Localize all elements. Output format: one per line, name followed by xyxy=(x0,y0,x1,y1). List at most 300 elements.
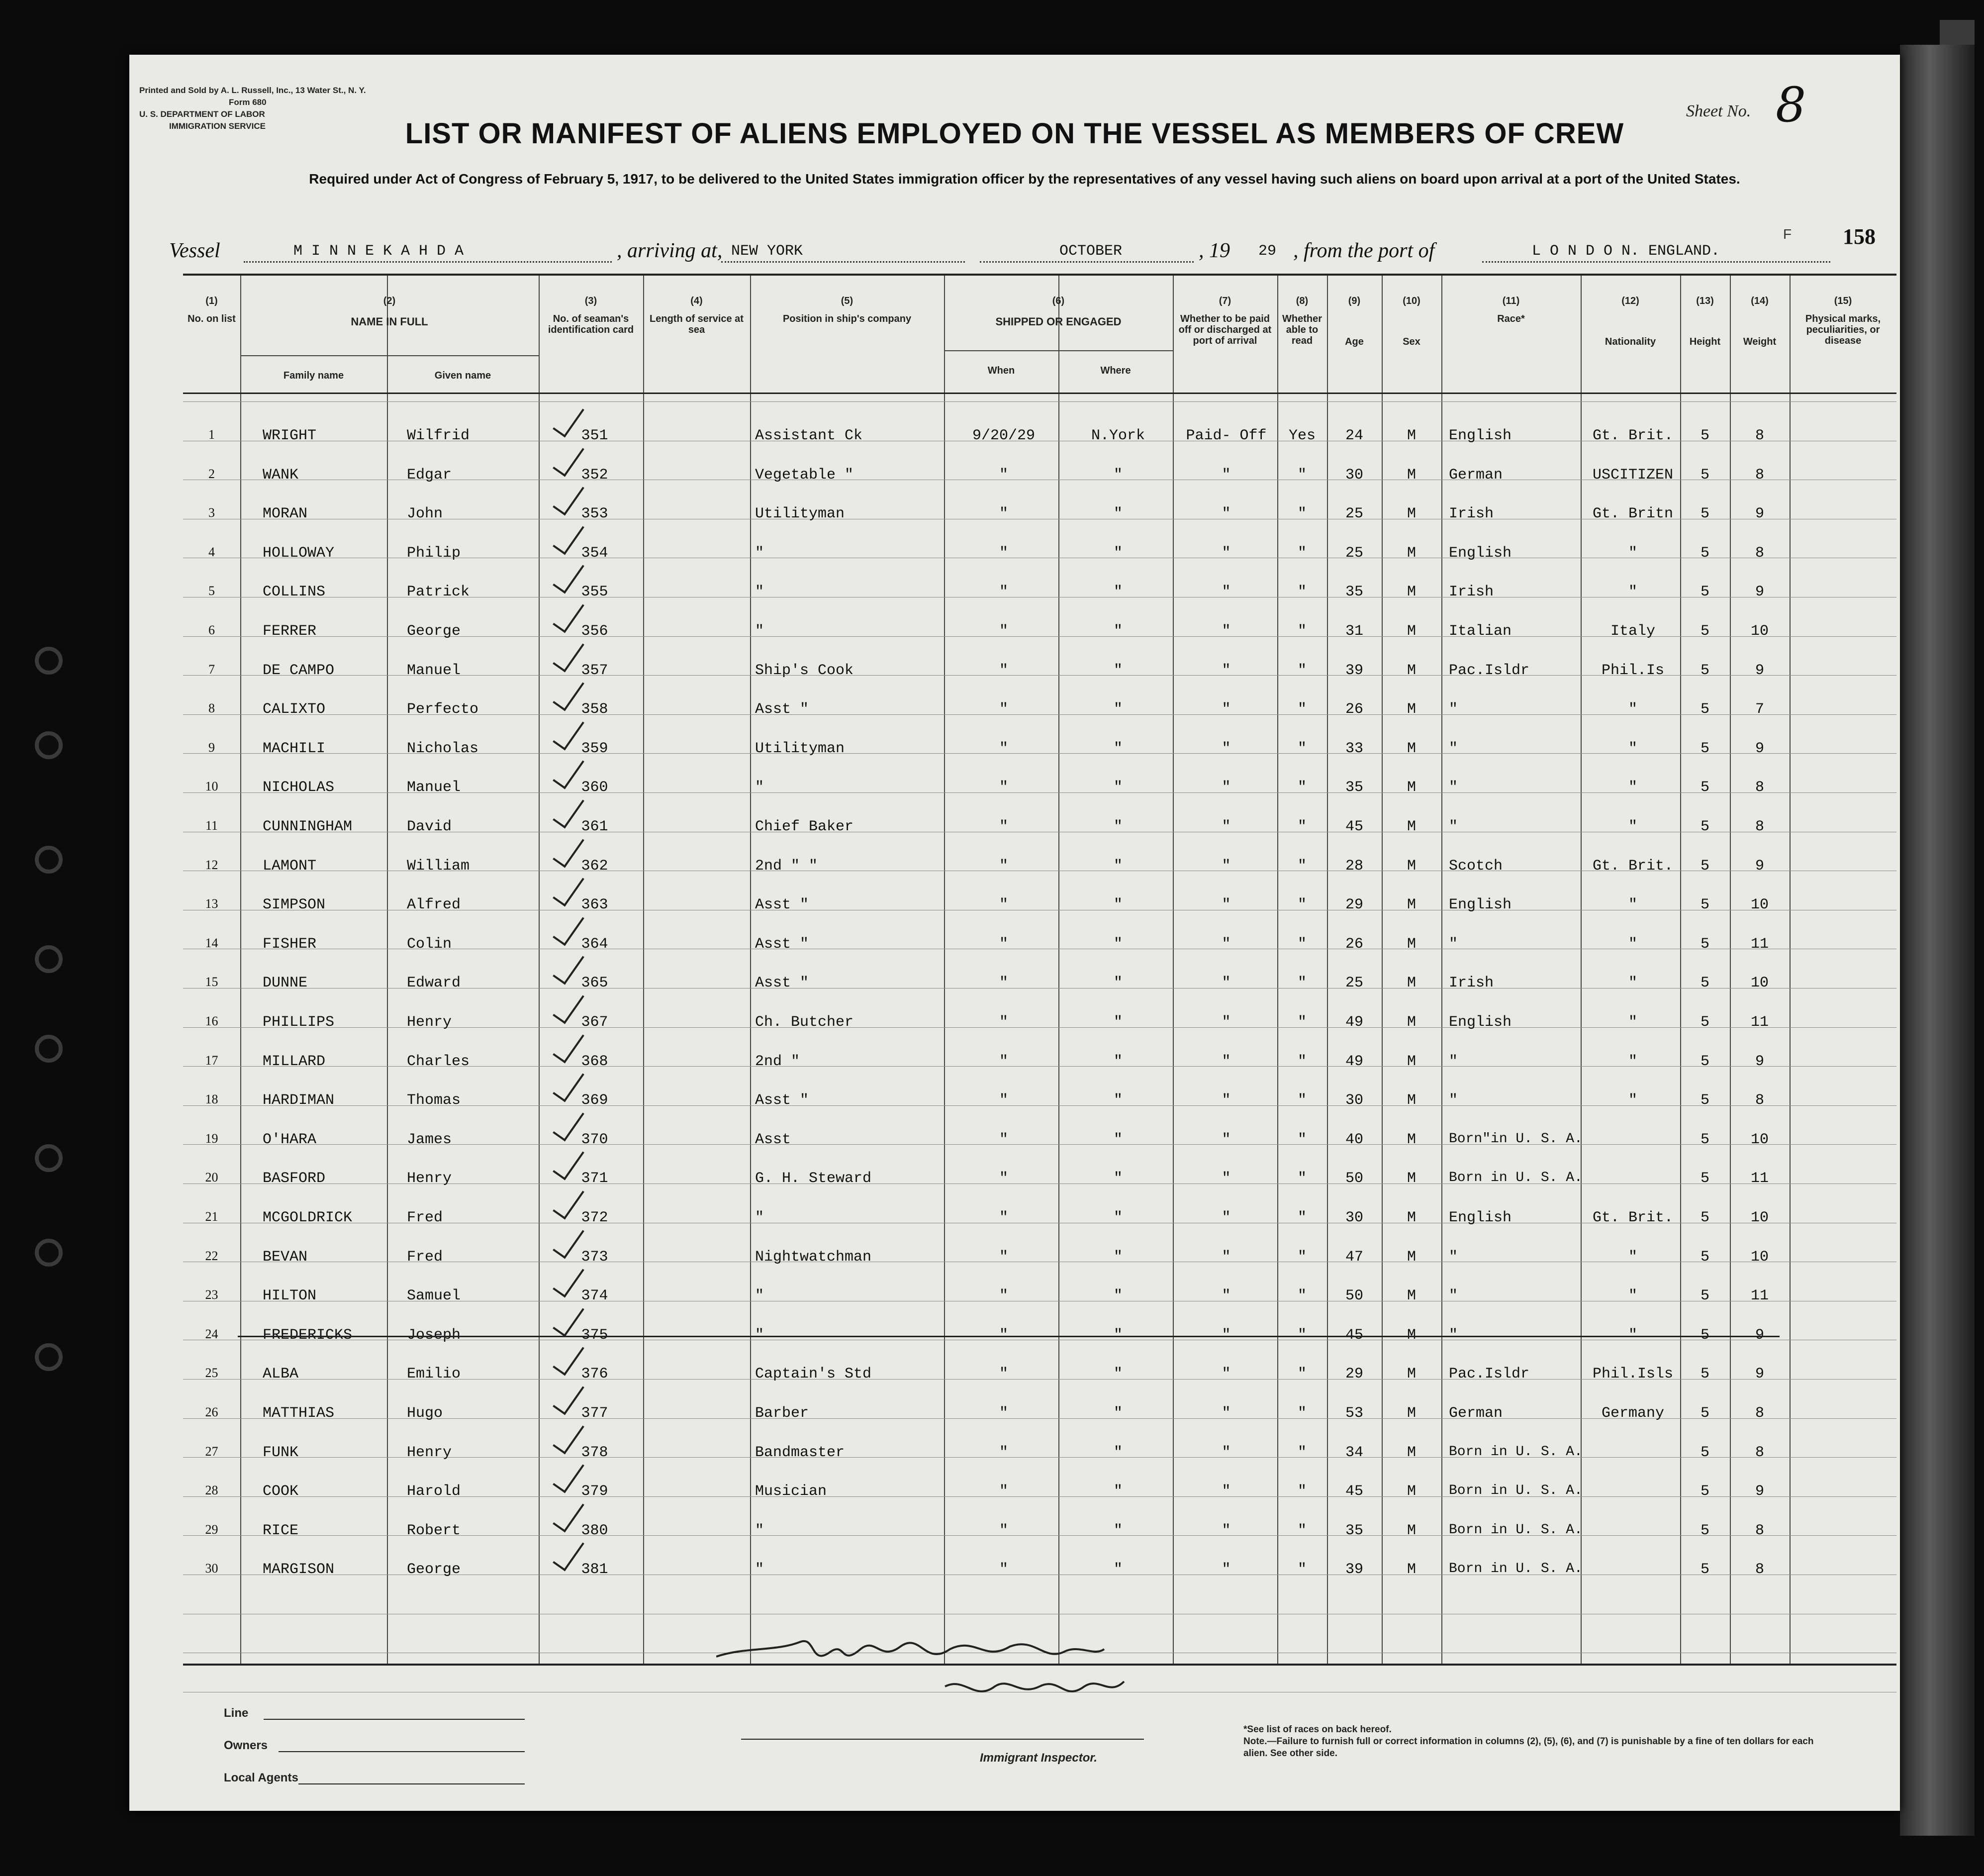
cell-position: " xyxy=(755,1326,764,1344)
cell-position: G. H. Steward xyxy=(755,1170,872,1187)
cell-sex: M xyxy=(1407,1131,1416,1148)
cell-age: 30 xyxy=(1345,1209,1363,1226)
cell-given: Perfecto xyxy=(407,701,479,718)
cell-race: Irish xyxy=(1449,505,1494,523)
cell-height: 5 xyxy=(1700,857,1709,875)
cell-paid: " xyxy=(1222,1092,1231,1109)
cell-position: Chief Baker xyxy=(755,818,854,835)
cell-card: 351 xyxy=(581,427,608,444)
cell-nationality: " xyxy=(1628,1053,1637,1070)
cell-family: CALIXTO xyxy=(263,701,326,718)
column-label: Weight xyxy=(1743,336,1777,347)
column-number: (12) xyxy=(1621,296,1639,306)
table-row xyxy=(183,1082,1896,1121)
cell-given: Fred xyxy=(407,1248,443,1266)
cell-family: MATTHIAS xyxy=(263,1405,335,1422)
cell-where: " xyxy=(1113,1248,1123,1266)
cell-nationality: Gt. Brit. xyxy=(1592,1209,1674,1226)
sheet-no-label: Sheet No. xyxy=(1686,102,1751,120)
cell-height: 5 xyxy=(1700,818,1709,835)
cell-weight: 8 xyxy=(1755,1405,1764,1422)
footnote xyxy=(1243,1724,1840,1760)
table-row xyxy=(183,1160,1896,1199)
cell-race: Scotch xyxy=(1449,857,1503,875)
row-number: 11 xyxy=(205,818,218,833)
cell-card: 376 xyxy=(581,1366,608,1383)
table-row xyxy=(183,1356,1896,1395)
cell-when: " xyxy=(999,896,1008,914)
cell-given: Wilfrid xyxy=(407,427,470,444)
cell-given: William xyxy=(407,857,470,875)
cell-card: 359 xyxy=(581,740,608,757)
column-label: Physical marks, peculiarities, or disease xyxy=(1805,313,1881,346)
cell-race: " xyxy=(1449,1248,1458,1266)
cell-sex: M xyxy=(1407,896,1416,914)
cell-sex: M xyxy=(1407,1248,1416,1266)
cell-height: 5 xyxy=(1700,740,1709,757)
cell-position: Asst " xyxy=(755,935,809,953)
cell-where: " xyxy=(1113,623,1123,640)
cell-age: 53 xyxy=(1345,1405,1363,1422)
cell-paid: " xyxy=(1222,1522,1231,1539)
cell-card: 355 xyxy=(581,584,608,601)
column-header-c5 xyxy=(750,296,944,324)
column-label: Race* xyxy=(1497,313,1525,324)
scan-background-edge-inner xyxy=(1900,45,1975,1836)
cell-where: " xyxy=(1113,1561,1123,1579)
row-number: 4 xyxy=(208,544,215,559)
column-label: SHIPPED OR ENGAGED xyxy=(995,315,1122,328)
cell-position: 2nd " " xyxy=(755,857,818,875)
table-row xyxy=(183,691,1896,730)
page-number: 158 xyxy=(1843,224,1876,249)
cell-paid: " xyxy=(1222,1326,1231,1344)
cell-paid: " xyxy=(1222,1170,1231,1187)
cell-family: HILTON xyxy=(263,1287,317,1305)
cell-position: Asst " xyxy=(755,1092,809,1109)
column-number: (3) xyxy=(584,296,597,306)
cell-card: 380 xyxy=(581,1522,608,1539)
cell-paid: " xyxy=(1222,1405,1231,1422)
table-row xyxy=(183,1434,1896,1474)
cell-weight: 9 xyxy=(1755,1483,1764,1500)
cell-position: Bandmaster xyxy=(755,1444,845,1461)
column-number: (13) xyxy=(1696,296,1714,306)
cell-sex: M xyxy=(1407,975,1416,992)
cell-paid: " xyxy=(1222,1131,1231,1148)
cell-position: Utilityman xyxy=(755,505,845,523)
cell-nationality: " xyxy=(1628,544,1637,562)
cell-sex: M xyxy=(1407,584,1416,601)
cell-when: " xyxy=(999,1483,1008,1500)
cell-sex: M xyxy=(1407,935,1416,953)
cell-paid: " xyxy=(1222,818,1231,835)
cell-when: " xyxy=(999,1326,1008,1344)
cell-card: 363 xyxy=(581,896,608,914)
cell-nationality: " xyxy=(1628,1326,1637,1344)
form-number: Form 680 xyxy=(229,98,267,107)
column-label: Whether to be paid off or discharged at port of arrival xyxy=(1178,313,1272,346)
column-number: (15) xyxy=(1834,296,1852,306)
cell-read: " xyxy=(1297,623,1307,640)
cell-where: " xyxy=(1113,1209,1123,1226)
cell-where: " xyxy=(1113,1053,1123,1070)
column-number: (2) xyxy=(383,296,396,306)
cell-height: 5 xyxy=(1700,975,1709,992)
cell-sex: M xyxy=(1407,1170,1416,1187)
cell-nationality: Phil.Is xyxy=(1601,662,1665,679)
row-number: 2 xyxy=(208,466,215,481)
cell-race: German xyxy=(1449,466,1503,484)
cell-race: " xyxy=(1449,779,1458,796)
binder-hole xyxy=(35,731,63,759)
cell-weight: 8 xyxy=(1755,1561,1764,1579)
cell-position: Barber xyxy=(755,1405,809,1422)
cell-sex: M xyxy=(1407,1444,1416,1461)
column-label: No. of seaman's identification card xyxy=(548,313,634,335)
cell-when: " xyxy=(999,662,1008,679)
cell-family: RICE xyxy=(263,1522,299,1539)
column-header-c11 xyxy=(1441,296,1581,324)
column-number: (7) xyxy=(1219,296,1231,306)
cell-race: Irish xyxy=(1449,975,1494,992)
cell-weight: 10 xyxy=(1750,896,1769,914)
cell-position: Asst " xyxy=(755,701,809,718)
departure-port: L O N D O N. ENGLAND. xyxy=(1532,243,1720,260)
cell-paid: " xyxy=(1222,623,1231,640)
table-row xyxy=(183,769,1896,808)
column-header-c1 xyxy=(183,296,240,324)
cell-weight: 8 xyxy=(1755,1444,1764,1461)
cell-given: Philip xyxy=(407,544,461,562)
cell-read: " xyxy=(1297,1287,1307,1305)
inspector-signature xyxy=(716,1622,1164,1711)
cell-when: " xyxy=(999,779,1008,796)
binder-hole xyxy=(35,1144,63,1172)
table-row xyxy=(183,1395,1896,1434)
cell-race: German xyxy=(1449,1405,1503,1422)
row-number: 25 xyxy=(205,1366,218,1381)
cell-nationality: " xyxy=(1628,701,1637,718)
cell-height: 5 xyxy=(1700,1248,1709,1266)
cell-nationality: Phil.Isls xyxy=(1592,1366,1674,1383)
name-subheader-line xyxy=(240,355,539,356)
cell-when: " xyxy=(999,505,1008,523)
row-rule xyxy=(183,401,1896,402)
column-header-c12 xyxy=(1581,296,1680,347)
column-subheader: Where xyxy=(1100,365,1131,376)
column-header-c15 xyxy=(1790,296,1896,346)
page-title: LIST OR MANIFEST OF ALIENS EMPLOYED ON THE VESSEL AS MEMBERS OF CREW xyxy=(405,117,1624,150)
table-row xyxy=(183,457,1896,496)
cell-where: " xyxy=(1113,662,1123,679)
row-number: 14 xyxy=(205,935,218,950)
cell-height: 5 xyxy=(1700,1092,1709,1109)
cell-weight: 8 xyxy=(1755,427,1764,444)
cell-paid: Paid- Off xyxy=(1186,427,1267,444)
row-number: 19 xyxy=(205,1131,218,1146)
cell-given: Robert xyxy=(407,1522,461,1539)
strike-through-line xyxy=(238,1336,1780,1337)
page-subtitle: Required under Act of Congress of February 5, 1917, to be delivered to the United States immigration officer by the representatives of any vessel having such aliens on board upon arrival at a port of the United States. xyxy=(309,171,1740,187)
column-subheader: Given name xyxy=(434,370,491,381)
cell-paid: " xyxy=(1222,1053,1231,1070)
row-number: 18 xyxy=(205,1092,218,1107)
cell-age: 47 xyxy=(1345,1248,1363,1266)
cell-height: 5 xyxy=(1700,623,1709,640)
cell-read: " xyxy=(1297,1483,1307,1500)
cell-race: " xyxy=(1449,1326,1458,1344)
table-row xyxy=(183,495,1896,535)
cell-race: Pac.Isldr xyxy=(1449,662,1530,679)
cell-race: Italian xyxy=(1449,623,1512,640)
column-number: (14) xyxy=(1751,296,1769,306)
cell-where: " xyxy=(1113,1131,1123,1148)
cell-read: " xyxy=(1297,1561,1307,1579)
cell-race: " xyxy=(1449,1287,1458,1305)
column-number: (6) xyxy=(1052,296,1065,306)
cell-card: 371 xyxy=(581,1170,608,1187)
cell-race: English xyxy=(1449,896,1512,914)
cell-position: " xyxy=(755,1287,764,1305)
cell-paid: " xyxy=(1222,935,1231,953)
cell-race: " xyxy=(1449,935,1458,953)
cell-age: 25 xyxy=(1345,505,1363,523)
cell-age: 50 xyxy=(1345,1170,1363,1187)
cell-weight: 8 xyxy=(1755,1092,1764,1109)
arrival-year: 29 xyxy=(1258,243,1277,260)
cell-read: " xyxy=(1297,1053,1307,1070)
cell-read: " xyxy=(1297,701,1307,718)
cell-nationality: USCITIZEN xyxy=(1592,466,1674,484)
table-row xyxy=(183,535,1896,574)
cell-when: " xyxy=(999,1248,1008,1266)
column-header-c9 xyxy=(1327,296,1382,347)
cell-read: " xyxy=(1297,1366,1307,1383)
cell-nationality: " xyxy=(1628,740,1637,757)
vessel-name: M I N N E K A H D A xyxy=(293,243,464,260)
cell-age: 30 xyxy=(1345,466,1363,484)
cell-card: 372 xyxy=(581,1209,608,1226)
table-row xyxy=(183,1317,1896,1356)
cell-weight: 8 xyxy=(1755,779,1764,796)
cell-given: Henry xyxy=(407,1444,452,1461)
arriving-label: , arriving at, xyxy=(617,239,723,262)
cell-age: 45 xyxy=(1345,1326,1363,1344)
cell-given: George xyxy=(407,1561,461,1579)
cell-given: John xyxy=(407,505,443,523)
cell-read: " xyxy=(1297,1248,1307,1266)
cell-height: 5 xyxy=(1700,1522,1709,1539)
cell-family: HOLLOWAY xyxy=(263,544,335,562)
cell-read: " xyxy=(1297,1170,1307,1187)
cell-when: " xyxy=(999,1014,1008,1031)
table-row xyxy=(183,926,1896,965)
column-header-c13 xyxy=(1680,296,1730,347)
cell-where: N.York xyxy=(1091,427,1145,444)
cell-card: 365 xyxy=(581,975,608,992)
cell-family: HARDIMAN xyxy=(263,1092,335,1109)
cell-when: " xyxy=(999,740,1008,757)
cell-paid: " xyxy=(1222,1366,1231,1383)
column-header-c6 xyxy=(944,296,1173,327)
cell-card: 354 xyxy=(581,544,608,562)
cell-family: MORAN xyxy=(263,505,308,523)
cell-where: " xyxy=(1113,505,1123,523)
cell-card: 373 xyxy=(581,1248,608,1266)
row-number: 26 xyxy=(205,1405,218,1419)
cell-family: O'HARA xyxy=(263,1131,317,1148)
binder-hole xyxy=(35,647,63,675)
cell-family: DUNNE xyxy=(263,975,308,992)
cell-read: Yes xyxy=(1288,427,1316,444)
cell-position: Musician xyxy=(755,1483,827,1500)
cell-age: 28 xyxy=(1345,857,1363,875)
cell-race: " xyxy=(1449,701,1458,718)
cell-paid: " xyxy=(1222,1287,1231,1305)
cell-card: 378 xyxy=(581,1444,608,1461)
column-label: Age xyxy=(1345,336,1364,347)
table-row xyxy=(183,574,1896,613)
cell-paid: " xyxy=(1222,1444,1231,1461)
cell-when: " xyxy=(999,584,1008,601)
column-label: Whether able to read xyxy=(1282,313,1322,346)
cell-paid: " xyxy=(1222,896,1231,914)
cell-nationality: " xyxy=(1628,935,1637,953)
cell-given: Edgar xyxy=(407,466,452,484)
binder-hole xyxy=(35,1239,63,1267)
cell-sex: M xyxy=(1407,1522,1416,1539)
cell-family: BEVAN xyxy=(263,1248,308,1266)
cell-weight: 8 xyxy=(1755,544,1764,562)
cell-sex: M xyxy=(1407,818,1416,835)
cell-sex: M xyxy=(1407,779,1416,796)
cell-height: 5 xyxy=(1700,427,1709,444)
column-header-c10 xyxy=(1382,296,1441,347)
crew-table xyxy=(183,274,1896,1666)
cell-age: 35 xyxy=(1345,584,1363,601)
row-number: 3 xyxy=(208,505,215,520)
cell-position: " xyxy=(755,1209,764,1226)
cell-weight: 10 xyxy=(1750,1209,1769,1226)
cell-position: Ch. Butcher xyxy=(755,1014,854,1031)
cell-sex: M xyxy=(1407,1053,1416,1070)
cell-position: Asst " xyxy=(755,975,809,992)
cell-when: " xyxy=(999,544,1008,562)
cell-race: " xyxy=(1449,1053,1458,1070)
row-number: 13 xyxy=(205,896,218,911)
cell-height: 5 xyxy=(1700,896,1709,914)
column-label: No. on list xyxy=(188,313,236,324)
arrival-month: OCTOBER xyxy=(1059,243,1123,260)
cell-card: 370 xyxy=(581,1131,608,1148)
cell-sex: M xyxy=(1407,427,1416,444)
cell-family: WANK xyxy=(263,466,299,484)
vessel-label: Vessel xyxy=(169,239,220,262)
row-number: 1 xyxy=(208,427,215,442)
row-number: 5 xyxy=(208,584,215,598)
cell-race: " xyxy=(1449,1092,1458,1109)
table-row xyxy=(183,417,1896,457)
cell-age: 50 xyxy=(1345,1287,1363,1305)
cell-position: Asst xyxy=(755,1131,791,1148)
cell-where: " xyxy=(1113,1092,1123,1109)
cell-given: Patrick xyxy=(407,584,470,601)
cell-weight: 9 xyxy=(1755,1326,1764,1344)
row-number: 27 xyxy=(205,1444,218,1459)
cell-nationality: " xyxy=(1628,1248,1637,1266)
cell-paid: " xyxy=(1222,779,1231,796)
cell-family: FREDERICKS xyxy=(263,1326,353,1344)
cell-given: Edward xyxy=(407,975,461,992)
cell-family: FISHER xyxy=(263,935,317,953)
cell-family: MCGOLDRICK xyxy=(263,1209,353,1226)
cell-card: 379 xyxy=(581,1483,608,1500)
binder-hole xyxy=(35,1343,63,1371)
cell-position: " xyxy=(755,779,764,796)
row-number: 24 xyxy=(205,1326,218,1341)
cell-family: NICHOLAS xyxy=(263,779,335,796)
cell-sex: M xyxy=(1407,701,1416,718)
cell-paid: " xyxy=(1222,740,1231,757)
binder-hole xyxy=(35,846,63,874)
cell-where: " xyxy=(1113,701,1123,718)
cell-position: Captain's Std xyxy=(755,1366,872,1383)
printer-line: Printed and Sold by A. L. Russell, Inc., 13 Water St., N. Y. xyxy=(139,86,366,95)
cell-age: 40 xyxy=(1345,1131,1363,1148)
column-label: Position in ship's company xyxy=(782,313,912,324)
cell-where: " xyxy=(1113,818,1123,835)
row-number: 8 xyxy=(208,701,215,716)
row-number: 12 xyxy=(205,857,218,872)
cell-when: " xyxy=(999,1522,1008,1539)
cell-card: 364 xyxy=(581,935,608,953)
cell-where: " xyxy=(1113,1522,1123,1539)
cell-given: Alfred xyxy=(407,896,461,914)
cell-given: Nicholas xyxy=(407,740,479,757)
cell-when: " xyxy=(999,818,1008,835)
cell-weight: 9 xyxy=(1755,505,1764,523)
cell-weight: 11 xyxy=(1750,1170,1769,1187)
cell-read: " xyxy=(1297,935,1307,953)
cell-nationality: " xyxy=(1628,779,1637,796)
cell-when: " xyxy=(999,1209,1008,1226)
column-number: (1) xyxy=(205,296,218,306)
cell-given: Manuel xyxy=(407,779,461,796)
page-mark: F xyxy=(1783,226,1792,242)
cell-read: " xyxy=(1297,1014,1307,1031)
cell-sex: M xyxy=(1407,1366,1416,1383)
cell-nationality: Italy xyxy=(1610,623,1655,640)
cell-when: " xyxy=(999,935,1008,953)
cell-sex: M xyxy=(1407,1287,1416,1305)
cell-height: 5 xyxy=(1700,1561,1709,1579)
cell-paid: " xyxy=(1222,1483,1231,1500)
cell-paid: " xyxy=(1222,544,1231,562)
cell-paid: " xyxy=(1222,1561,1231,1579)
column-label: Sex xyxy=(1403,336,1420,347)
cell-card: 362 xyxy=(581,857,608,875)
cell-height: 5 xyxy=(1700,1170,1709,1187)
cell-when: " xyxy=(999,466,1008,484)
cell-read: " xyxy=(1297,896,1307,914)
cell-paid: " xyxy=(1222,857,1231,875)
cell-when: " xyxy=(999,1405,1008,1422)
cell-weight: 10 xyxy=(1750,623,1769,640)
cell-where: " xyxy=(1113,1444,1123,1461)
cell-age: 45 xyxy=(1345,818,1363,835)
cell-card: 381 xyxy=(581,1561,608,1579)
